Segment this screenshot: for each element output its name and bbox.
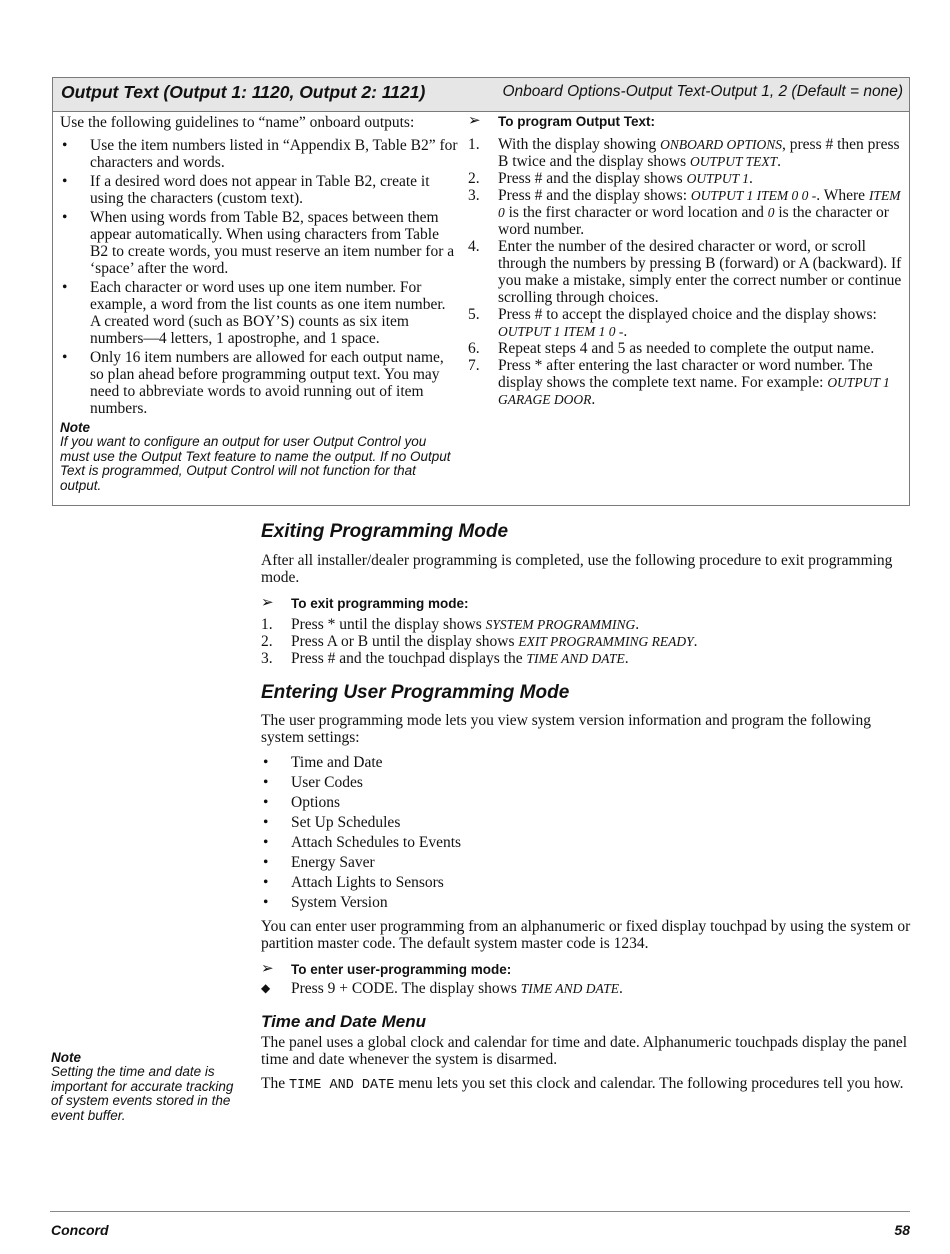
list-item: • Time and Date <box>263 754 383 771</box>
entering-intro: The user programming mode lets you view system version information and program the following system settings: <box>261 712 871 746</box>
section-heading-entering: Entering User Programming Mode <box>261 682 570 703</box>
list-item: • Only 16 item numbers are allowed for each output name, so plan ahead before programming output text. You may need to abbreviate words to avoid running out of item numbers. <box>62 349 444 417</box>
list-item: • Energy Saver <box>263 854 375 871</box>
settings-list <box>261 754 911 911</box>
list-item: 5. Press # to accept the displayed choice and the display shows: OUTPUT 1 ITEM 1 0 -. <box>468 306 877 340</box>
list-item: • User Codes <box>263 774 363 791</box>
enter-step: ◆ Press 9 + CODE. The display shows TIME AND DATE. <box>261 980 623 997</box>
section-heading-time-date: Time and Date Menu <box>261 1012 426 1031</box>
main-column <box>261 520 911 1094</box>
footer-divider <box>50 1211 910 1212</box>
table-title: Output Text (Output 1: 1120, Output 2: 1121) <box>61 82 426 102</box>
procedure-column <box>468 114 908 408</box>
exiting-intro: After all installer/dealer programming is completed, use the following procedure to exit programming mode. <box>261 552 893 586</box>
guidelines-list <box>60 137 458 417</box>
list-item: 6. Repeat steps 4 and 5 as needed to complete the output name. <box>468 340 875 357</box>
list-item: 1. Press * until the display shows SYSTEM PROGRAMMING. <box>261 616 640 633</box>
note-heading: Note <box>60 420 90 435</box>
enter-procedure-title: ➢ To enter user-programming mode: <box>261 960 512 977</box>
table-menu-path: Onboard Options-Output Text-Output 1, 2 (Default = none) <box>502 83 903 100</box>
section-heading-exiting: Exiting Programming Mode <box>261 521 509 542</box>
time-date-paragraph-1: The panel uses a global clock and calendar for time and date. Alphanumeric touchpads display the panel time and date whenever the system is disarmed. <box>261 1034 908 1068</box>
guidelines-intro: Use the following guidelines to “name” onboard outputs: <box>60 114 415 131</box>
list-item: 4. Enter the number of the desired character or word, or scroll through the numbers by pressing B (forward) or A (backward). If you make a mistake, simply enter the correct number or continue scrolling through choices. <box>468 238 902 306</box>
list-item: • System Version <box>263 894 388 911</box>
arrow-icon: ➢ <box>468 112 481 129</box>
list-item: 1. With the display showing ONBOARD OPTIONS, press # then press B twice and the display shows OUTPUT TEXT. <box>468 136 900 170</box>
time-date-paragraph-2: The TIME AND DATE menu lets you set this clock and calendar. The following procedures tell you how. <box>261 1075 904 1093</box>
note-text: If you want to configure an output for user Output Control you must use the Output Text feature to name the output. If no Output Text is programmed, Output Control will not function for that output. <box>60 434 451 493</box>
procedure-title: ➢ To program Output Text: <box>468 112 655 129</box>
side-note-text: Setting the time and date is important for accurate tracking of system events stored in the event buffer. <box>51 1064 234 1123</box>
list-item: • Use the item numbers listed in “Appendix B, Table B2” for characters and words. <box>62 137 458 171</box>
footer-product-name: Concord <box>51 1222 109 1238</box>
list-item: 3. Press # and the touchpad displays the TIME AND DATE. <box>261 650 629 667</box>
procedure-steps <box>468 136 908 408</box>
list-item: • Set Up Schedules <box>263 814 401 831</box>
side-note <box>51 1050 241 1123</box>
list-item: • Each character or word uses up one item number. For example, a word from the list counts as one item number. A created word (such as BOY’S) counts as six item numbers—4 letters, 1 apostrophe, and 1 space. <box>62 279 446 347</box>
exit-procedure-title: ➢ To exit programming mode: <box>261 594 469 611</box>
list-item: • If a desired word does not appear in Table B2, create it using the characters (custom text). <box>62 173 430 207</box>
list-item: • Attach Lights to Sensors <box>263 874 444 891</box>
output-note <box>60 420 458 493</box>
table-header <box>53 78 909 112</box>
arrow-icon: ➢ <box>261 594 274 611</box>
entering-paragraph: You can enter user programming from an alphanumeric or fixed display touchpad by using the system or partition master code. The default system master code is 1234. <box>261 918 911 952</box>
list-item: 2. Press # and the display shows OUTPUT 1. <box>468 170 753 187</box>
exit-steps <box>261 616 911 667</box>
list-item: • Options <box>263 794 341 811</box>
list-item: 3. Press # and the display shows: OUTPUT 1 ITEM 0 0 -. Where ITEM 0 is the first character or word location and 0 is the character or word number. <box>468 187 901 238</box>
guidelines-column <box>60 114 458 493</box>
output-text-table <box>52 77 910 506</box>
list-item: 2. Press A or B until the display shows EXIT PROGRAMMING READY. <box>261 633 698 650</box>
arrow-icon: ➢ <box>261 960 274 977</box>
list-item: • When using words from Table B2, spaces between them appear automatically. When using characters from Table B2 to create words, you must reserve an item number for a ‘space’ after the word. <box>62 209 455 277</box>
side-note-heading: Note <box>51 1050 81 1065</box>
page-number: 58 <box>894 1222 910 1238</box>
list-item: 7. Press * after entering the last character or word number. The display shows the complete text name. For example: OUTPUT 1 GARAGE DOOR. <box>468 357 890 408</box>
diamond-bullet-icon: ◆ <box>261 981 271 995</box>
list-item: • Attach Schedules to Events <box>263 834 462 851</box>
